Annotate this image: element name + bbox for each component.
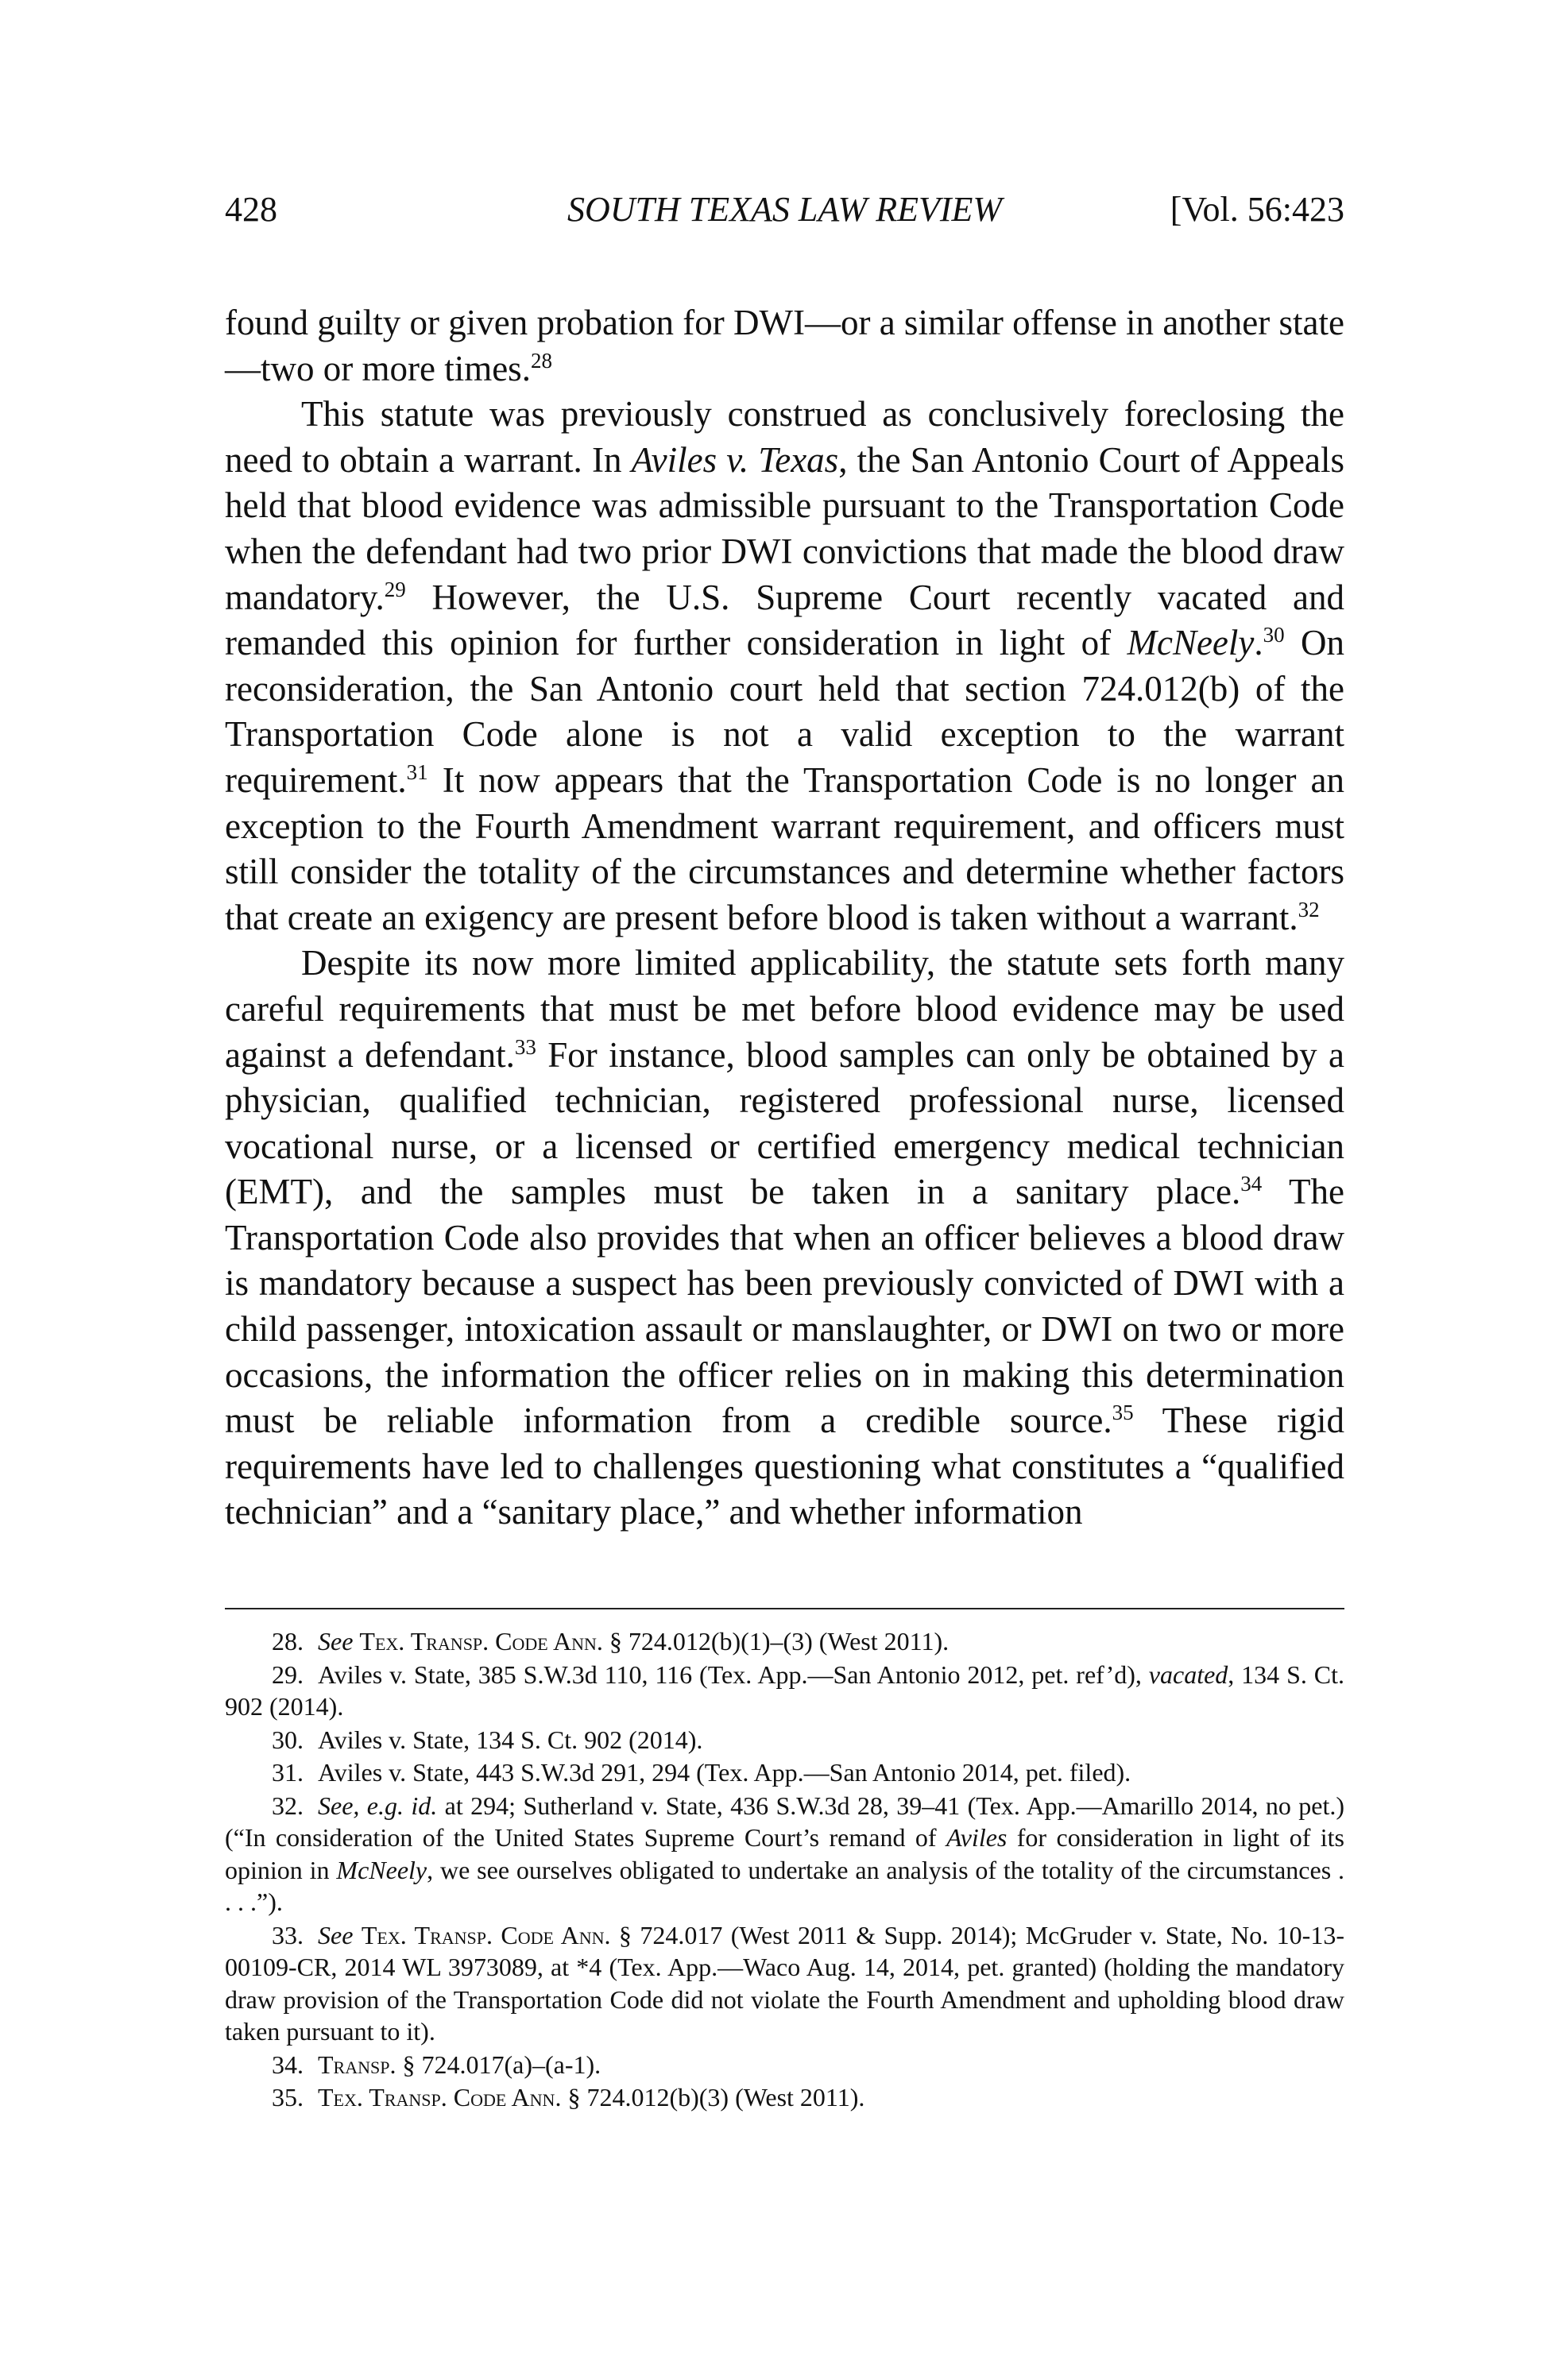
code-name: Tex. Transp. Code Ann. — [361, 1920, 611, 1949]
fn-text: Aviles v. State, 134 S. Ct. 902 (2014). — [318, 1725, 703, 1754]
p2-d: . — [1254, 623, 1263, 663]
code-name: Tex. Transp. Code Ann. — [318, 2083, 562, 2111]
footnote-ref-35: 35 — [1112, 1401, 1134, 1425]
fn-text: Aviles v. State, 443 S.W.3d 291, 294 (Tex. App.—San Antonio 2014, pet. filed). — [318, 1758, 1131, 1787]
p2-b: , the San Antonio Court of Appeals held that blood evidence was admissible pursuant to the Transportation Code when the defendant had two prior DWI convictions that made the blood draw mandatory. — [225, 439, 1344, 617]
running-header — [225, 189, 1344, 237]
code-name: Transp. — [318, 2050, 396, 2079]
volume-citation: [Vol. 56:423 — [1170, 190, 1344, 229]
signal: See, e.g. id. — [318, 1791, 438, 1820]
p2-e: On reconsideration, the San Antonio court held that section 724.012(b) of the Transportation Code alone is not a valid exception to the warrant requirement. — [225, 623, 1344, 800]
p3-c: The Transportation Code also provides that when an officer believes a blood draw is mandatory because a suspect has been previously convicted of DWI with a child passenger, intoxication assault or manslaughter, or DWI on two or more occasions, the information the officer relies on in making this determination must be reliable information from a credible source. — [225, 1172, 1344, 1441]
footnote-number: 28. — [272, 1627, 304, 1656]
footnote-number: 29. — [272, 1659, 304, 1689]
footnote-29 — [225, 1659, 1344, 1723]
fn-text: § 724.017(a)–(a-1). — [396, 2050, 601, 2079]
fn-text: § 724.017 (West 2011 & Supp. 2014); McGruder v. State, No. 10-13-00109-CR, 2014 WL 3973089, at *4 (Tex. App.—Waco Aug. 14, 2014, pet. granted) (holding the mandatory draw provision of the Transportation Code did not violate the Fourth Amendment and upholding blood draw taken pursuant to it). — [225, 1920, 1344, 2046]
footnotes — [225, 1625, 1344, 2115]
p3-b: For instance, blood samples can only be obtained by a physician, qualified technician, registered professional nurse, licensed vocational nurse, or a licensed or certified emergency medical technician (EMT), and the samples must be taken in a sanitary place. — [225, 1034, 1344, 1212]
code-name: Tex. Transp. Code Ann. — [359, 1627, 603, 1656]
fn-text: Aviles v. State, 385 S.W.3d 110, 116 (Tex. App.—San Antonio 2012, pet. ref’d), — [318, 1659, 1149, 1689]
page-number: 428 — [225, 190, 277, 229]
paragraph-3 — [225, 941, 1344, 1536]
fn-text: § 724.012(b)(3) (West 2011). — [561, 2083, 865, 2111]
p1-text: found guilty or given probation for DWI—or a similar offense in another state—two or more times. — [225, 303, 1344, 388]
signal: vacated — [1148, 1659, 1228, 1689]
p2-a: This statute was previously construed as conclusively foreclosing the need to obtain a warrant. In — [225, 394, 1344, 480]
fn-text — [353, 1921, 361, 1949]
p3-a: Despite its now more limited applicability, the statute sets forth many careful requirements that must be met before blood evidence may be used against a defendant. — [225, 943, 1344, 1075]
p2-c: However, the U.S. Supreme Court recently vacated and remanded this opinion for further consideration in light of — [225, 577, 1344, 663]
footnote-30 — [225, 1724, 1344, 1756]
footnote-31 — [225, 1756, 1344, 1789]
footnote-ref-28: 28 — [530, 348, 552, 373]
footnote-ref-33: 33 — [514, 1034, 536, 1059]
fn-text: , 134 S. Ct. 902 (2014). — [225, 1659, 1345, 1721]
footnote-number: 31. — [272, 1758, 304, 1787]
footnote-28 — [225, 1625, 1344, 1658]
p3-d: These rigid requirements have led to challenges questioning what constitutes a “qualified technician” and a “sanitary place,” and whether information — [225, 1401, 1345, 1532]
footnote-number: 32. — [272, 1791, 304, 1820]
footnote-number: 33. — [272, 1920, 304, 1949]
fn-text: § 724.012(b)(1)–(3) (West 2011). — [602, 1627, 950, 1656]
paragraph-2 — [225, 392, 1344, 941]
fn-text: , we see ourselves obligated to undertake an analysis of the totality of the circumstances . . . .”). — [225, 1855, 1345, 1916]
fn-text: for consideration in light of its opinion in — [225, 1823, 1345, 1884]
case-name-mcneely: McNeely — [1127, 623, 1255, 663]
footnote-ref-32: 32 — [1298, 897, 1320, 921]
footnote-number: 35. — [272, 2083, 304, 2111]
p2-f: It now appears that the Transportation Code is no longer an exception to the Fourth Amendment warrant requirement, and officers must still consider the totality of the circumstances and determine whether factors that create an exigency are present before blood is taken without a warrant. — [225, 759, 1344, 937]
footnote-ref-31: 31 — [406, 759, 428, 784]
footnote-number: 34. — [272, 2050, 304, 2079]
paragraph-1 — [225, 300, 1344, 392]
footnote-35 — [225, 2081, 1344, 2114]
footnote-ref-34: 34 — [1240, 1172, 1263, 1196]
footnote-number: 30. — [272, 1725, 304, 1754]
footnote-ref-29: 29 — [384, 577, 406, 601]
journal-title: SOUTH TEXAS LAW REVIEW — [567, 190, 1003, 229]
footnote-divider — [225, 1608, 1344, 1609]
signal: See — [318, 1627, 354, 1656]
signal: See — [318, 1920, 354, 1949]
case-name: McNeely — [336, 1855, 427, 1884]
case-name: Aviles — [946, 1823, 1008, 1852]
footnote-33 — [225, 1919, 1344, 2048]
fn-text: at 294; Sutherland v. State, 436 S.W.3d 28, 39–41 (Tex. App.—Amarillo 2014, no pet.) (“In consideration of the United States Supreme Court’s remand of — [225, 1791, 1345, 1852]
footnote-ref-30: 30 — [1263, 623, 1285, 647]
main-text — [225, 300, 1344, 1536]
footnote-34 — [225, 2049, 1344, 2081]
footnote-32 — [225, 1790, 1344, 1918]
case-name-aviles: Aviles v. Texas — [631, 439, 839, 480]
